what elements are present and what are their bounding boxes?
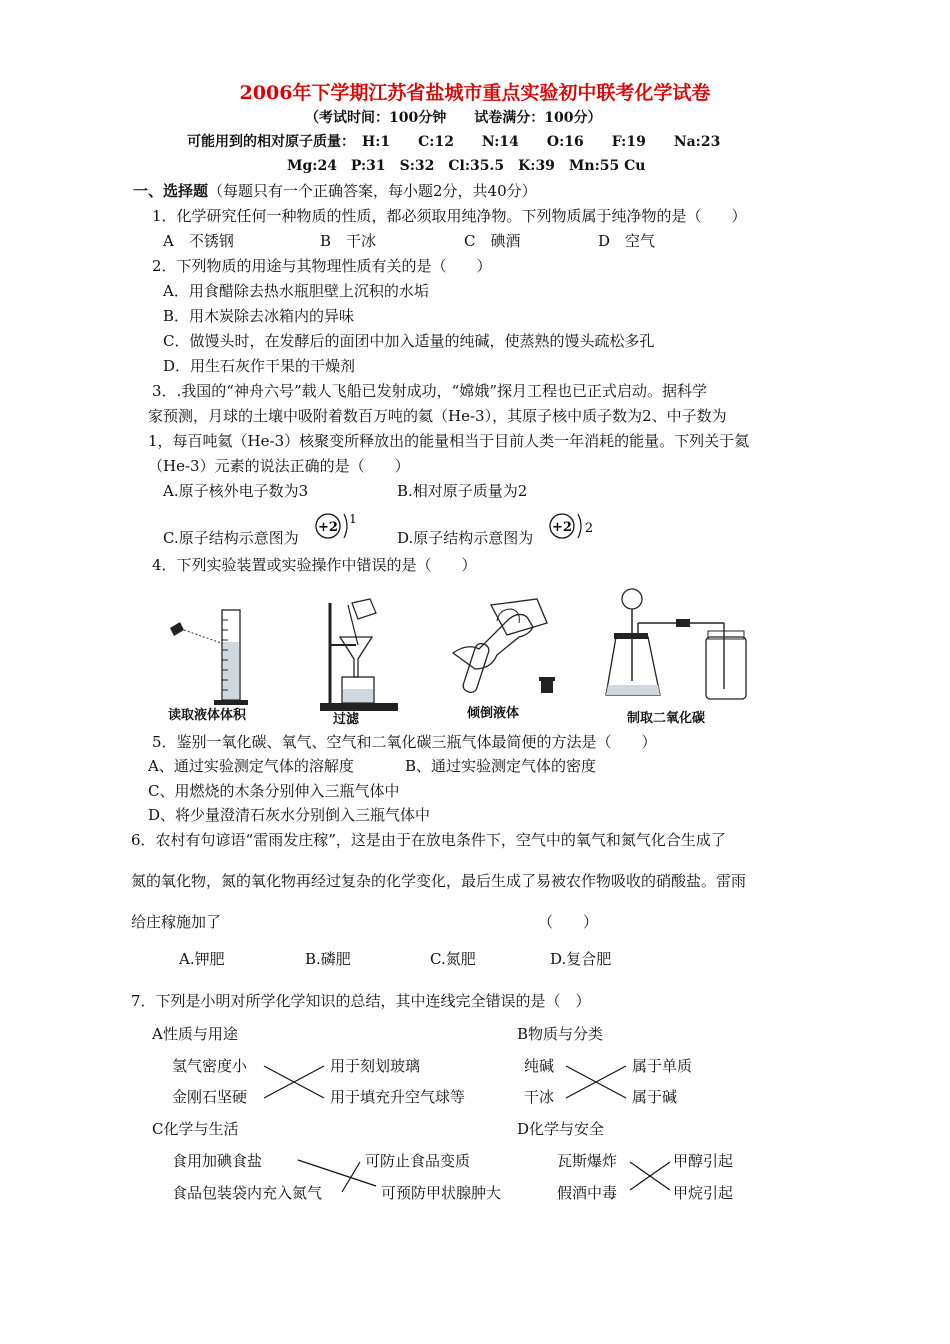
q7-c-right-2: 可预防甲状腺肿大 bbox=[381, 1184, 502, 1202]
section-heading: 一、选择题 bbox=[133, 182, 209, 200]
figure-co2-apparatus bbox=[604, 585, 752, 705]
q7-d-right-1: 甲醇引起 bbox=[673, 1152, 734, 1170]
q6-stem-line-2: 氮的氧化物，氮的氧化物再经过复杂的化学变化，最后生成了易被农作物吸收的硝酸盐。雷雨 bbox=[131, 872, 747, 890]
q7-group-b-title: B物质与分类 bbox=[517, 1025, 604, 1043]
q7-c-connector bbox=[294, 1156, 380, 1196]
q6-option-a: A.钾肥 bbox=[179, 950, 225, 968]
q7-group-d-title: D化学与安全 bbox=[517, 1120, 605, 1138]
nucleus-label-c: +2 bbox=[318, 520, 338, 535]
q7-d-connector bbox=[628, 1156, 672, 1196]
q3-stem-line-4: （He-3）元素的说法正确的是（ ） bbox=[148, 457, 410, 475]
q3-option-d: D.原子结构示意图为 bbox=[397, 529, 534, 547]
q7-b-left-2: 干冰 bbox=[524, 1088, 555, 1106]
q7-a-right-1: 用于刻划玻璃 bbox=[330, 1057, 421, 1075]
q5-stem: 5．鉴别一氧化碳、氧气、空气和二氧化碳三瓶气体最简便的方法是（ ） bbox=[152, 733, 657, 751]
exam-info: （考试时间：100分钟 试卷满分：100分） bbox=[305, 110, 602, 126]
q2-option-c: C．做馒头时，在发酵后的面团中加入适量的纯碱，使蒸熟的馒头疏松多孔 bbox=[163, 332, 655, 350]
q5-option-a: A、通过实验测定气体的溶解度 bbox=[148, 757, 354, 775]
q7-c-left-1: 食用加碘食盐 bbox=[172, 1152, 263, 1170]
q7-group-a-title: A性质与用途 bbox=[152, 1025, 238, 1043]
q2-option-a: A．用食醋除去热水瓶胆壁上沉积的水垢 bbox=[163, 282, 429, 300]
q3-stem-line-2: 家预测，月球的土壤中吸附着数百万吨的氦（He-3），其原子核中质子数为2、中子数为 bbox=[148, 407, 727, 425]
q7-b-right-2: 属于碱 bbox=[632, 1088, 678, 1106]
q2-option-b: B．用木炭除去冰箱内的异味 bbox=[163, 307, 355, 325]
atom-diagram-d bbox=[547, 508, 595, 544]
caption-read-volume: 读取液体体积 bbox=[168, 708, 247, 723]
q3-option-c: C.原子结构示意图为 bbox=[163, 529, 299, 547]
q3-stem-line-3: 1，每百吨氦（He-3）核聚变所释放出的能量相当于目前人类一年消耗的能量。下列关于氦 bbox=[148, 432, 750, 450]
q5-option-c: C、用燃烧的木条分别伸入三瓶气体中 bbox=[148, 782, 400, 800]
q7-group-c-title: C化学与生活 bbox=[152, 1120, 239, 1138]
q1-option-b: B 干冰 bbox=[320, 232, 377, 250]
figure-read-volume bbox=[160, 600, 270, 710]
q7-d-left-2: 假酒中毒 bbox=[557, 1184, 618, 1202]
caption-filtration: 过滤 bbox=[333, 712, 360, 727]
q7-a-right-2: 用于填充升空气球等 bbox=[330, 1088, 466, 1106]
atom-diagram-c bbox=[313, 508, 359, 544]
q4-stem: 4．下列实验装置或实验操作中错误的是（ ） bbox=[152, 556, 477, 574]
q3-stem-line-1: 3．.我国的“神舟六号”载人飞船已发射成功，“嫦娥”探月工程也已正式启动。据科学 bbox=[152, 382, 707, 400]
q6-stem-line-1: 6．农村有句谚语“雷雨发庄稼”，这是由于在放电条件下，空气中的氧气和氮气化合生成了 bbox=[131, 831, 726, 849]
q7-b-left-1: 纯碱 bbox=[524, 1057, 555, 1075]
q7-a-left-1: 氢气密度小 bbox=[172, 1057, 248, 1075]
q2-option-d: D．用生石灰作干果的干燥剂 bbox=[163, 357, 356, 375]
q1-option-d: D 空气 bbox=[598, 232, 656, 250]
nucleus-label-d: +2 bbox=[552, 520, 572, 535]
q7-d-right-2: 甲烷引起 bbox=[673, 1184, 734, 1202]
figure-pour-liquid bbox=[445, 593, 563, 705]
q7-c-left-2: 食品包装袋内充入氮气 bbox=[172, 1184, 323, 1202]
q7-c-right-1: 可防止食品变质 bbox=[365, 1152, 471, 1170]
q3-option-a: A.原子核外电子数为3 bbox=[163, 482, 309, 500]
q7-b-right-1: 属于单质 bbox=[632, 1057, 693, 1075]
q2-stem: 2．下列物质的用途与其物理性质有关的是（ ） bbox=[152, 257, 492, 275]
q3-option-b: B.相对原子质量为2 bbox=[397, 482, 528, 500]
q1-option-c: C 碘酒 bbox=[464, 232, 521, 250]
caption-co2-apparatus: 制取二氧化碳 bbox=[627, 711, 706, 726]
q1-stem: 1．化学研究任何一种物质的性质，都必须取用纯净物。下列物质属于纯净物的是（ ） bbox=[152, 207, 747, 225]
q6-option-d: D.复合肥 bbox=[550, 950, 612, 968]
section-heading-row bbox=[133, 182, 537, 200]
q6-option-c: C.氮肥 bbox=[430, 950, 476, 968]
q6-answer-blank: （ ） bbox=[538, 913, 599, 931]
electron-count-c: 1 bbox=[349, 512, 357, 526]
q7-a-left-2: 金刚石坚硬 bbox=[172, 1088, 248, 1106]
q5-option-d: D、将少量澄清石灰水分别倒入三瓶气体中 bbox=[148, 806, 431, 824]
q1-option-a: A 不锈钢 bbox=[163, 232, 234, 250]
atomic-mass-line-2: Mg:24 P:31 S:32 Cl:35.5 K:39 Mn:55 Cu bbox=[287, 158, 646, 174]
figure-filtration bbox=[312, 597, 402, 715]
atomic-mass-line-1: 可能用到的相对原子质量： H:1 C:12 N:14 O:16 F:19 Na:23 bbox=[187, 134, 721, 150]
q7-d-left-1: 瓦斯爆炸 bbox=[557, 1152, 618, 1170]
q7-a-connector bbox=[262, 1062, 326, 1102]
section-note: （每题只有一个正确答案，每小题2分，共40分） bbox=[208, 182, 537, 200]
q6-option-b: B.磷肥 bbox=[305, 950, 351, 968]
caption-pour-liquid: 倾倒液体 bbox=[467, 706, 520, 721]
q6-stem-line-3: 给庄稼施加了 bbox=[131, 913, 222, 931]
electron-count-d: 2 bbox=[584, 521, 594, 536]
q5-option-b: B、通过实验测定气体的密度 bbox=[405, 757, 597, 775]
page-title: 2006年下学期江苏省盐城市重点实验初中联考化学试卷 bbox=[239, 82, 711, 104]
q7-stem: 7．下列是小明对所学化学知识的总结，其中连线完全错误的是（ ） bbox=[131, 992, 591, 1010]
q7-b-connector bbox=[564, 1062, 628, 1102]
